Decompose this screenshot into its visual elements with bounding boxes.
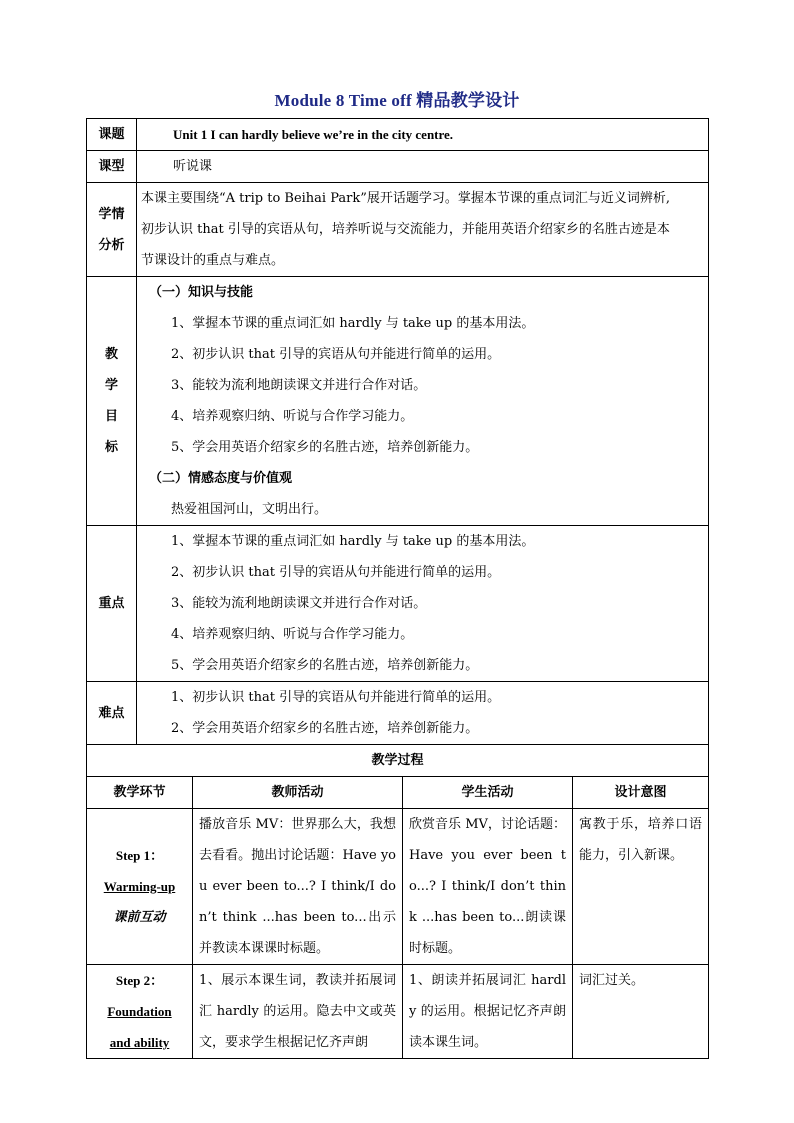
difficulties-row: [87, 682, 709, 745]
lesson-type-value: 听说课: [137, 151, 709, 183]
step-2-stage: [87, 965, 193, 1059]
key-point-item: 3、能较为流利地朗读课文并进行合作对话。: [171, 596, 427, 611]
difficulty-item: 2、学会用英语介绍家乡的名胜古迹，培养创新能力。: [171, 721, 479, 736]
step-2-purpose: 词汇过关。: [573, 965, 709, 1059]
key-point-item: 4、培养观察归纳、听说与合作学习能力。: [171, 627, 414, 642]
analysis-label-bottom: 分析: [98, 237, 125, 253]
analysis-line: 初步认识 that 引导的宾语从句，培养听说与交流能力，并能用英语介绍家乡的名胜古迹是本: [141, 222, 670, 237]
difficulties-content: [137, 682, 709, 745]
objectives-row: [87, 277, 709, 526]
key-points-label: 重点: [87, 526, 137, 682]
objective-item: 1、掌握本节课的重点词汇如 hardly 与 take up 的基本用法。: [171, 316, 535, 331]
analysis-line: 节课设计的重点与难点。: [141, 253, 285, 268]
process-header-row: [87, 777, 709, 809]
analysis-line: 本课主要围绕“A trip to Beihai Park”展开话题学习。掌握本节课的重点词汇与近义词辨析,: [141, 191, 671, 206]
key-point-item: 5、学会用英语介绍家乡的名胜古迹，培养创新能力。: [171, 658, 479, 673]
analysis-row: [87, 183, 709, 277]
step-1-label: Step 1：: [115, 848, 164, 863]
objective-item: 2、初步认识 that 引导的宾语从句并能进行简单的运用。: [171, 347, 501, 362]
key-points-row: [87, 526, 709, 682]
step-2-en: Foundation: [107, 1004, 172, 1019]
step-1-teacher: 播放音乐 MV：世界那么大，我想去看看。抛出讨论话题：Have you ever been to...? I think/I don’t think ...has been to...出示并教读本课课时标题。: [193, 809, 403, 965]
process-step-row: [87, 965, 709, 1059]
col-header-purpose: 设计意图: [573, 777, 709, 809]
col-header-stage: 教学环节: [87, 777, 193, 809]
objectives-label-char: 学: [104, 378, 118, 393]
analysis-label: [87, 183, 137, 277]
page-title: Module 8 Time off 精品教学设计: [274, 91, 520, 110]
objective-item: 5、学会用英语介绍家乡的名胜古迹，培养创新能力。: [171, 440, 479, 455]
difficulties-label: 难点: [87, 682, 137, 745]
step-1-student: 欣赏音乐 MV，讨论话题：Have you ever been to...? I think/I don’t think ...has been to...朗读课时标题。: [403, 809, 573, 965]
attitude-text: 热爱祖国河山，文明出行。: [171, 502, 328, 517]
step-1-en: Warming-up: [103, 879, 176, 894]
objectives-label-char: 标: [104, 440, 118, 455]
lesson-type-row: [87, 151, 709, 183]
col-header-student: 学生活动: [403, 777, 573, 809]
step-1-cn: 课前互动: [113, 910, 166, 925]
step-2-label: Step 2：: [115, 973, 164, 988]
analysis-text: [137, 183, 709, 277]
objectives-section-attitude: （二）情感态度与价值观: [149, 471, 293, 486]
difficulty-item: 1、初步认识 that 引导的宾语从句并能进行简单的运用。: [171, 690, 501, 705]
step-1-purpose: 寓教于乐，培养口语能力，引入新课。: [573, 809, 709, 965]
key-points-content: [137, 526, 709, 682]
key-point-item: 1、掌握本节课的重点词汇如 hardly 与 take up 的基本用法。: [171, 534, 535, 549]
objectives-content: [137, 277, 709, 526]
process-step-row: [87, 809, 709, 965]
step-2-student: 1、朗读并拓展词汇 hardly 的运用。根据记忆齐声朗读本课生词。: [403, 965, 573, 1059]
objectives-label: [87, 277, 137, 526]
objectives-section-knowledge: （一）知识与技能: [149, 285, 254, 300]
process-heading-row: [87, 745, 709, 777]
analysis-label-top: 学情: [98, 206, 125, 222]
col-header-teacher: 教师活动: [193, 777, 403, 809]
objectives-label-char: 教: [104, 347, 118, 362]
objectives-label-char: 目: [104, 409, 118, 424]
process-heading: 教学过程: [87, 745, 709, 777]
lesson-plan-table: [86, 118, 709, 1059]
topic-row: [87, 119, 709, 151]
step-2-en2: and ability: [109, 1035, 170, 1050]
step-1-stage: [87, 809, 193, 965]
objective-item: 4、培养观察归纳、听说与合作学习能力。: [171, 409, 414, 424]
key-point-item: 2、初步认识 that 引导的宾语从句并能进行简单的运用。: [171, 565, 501, 580]
lesson-type-label: 课型: [87, 151, 137, 183]
objective-item: 3、能较为流利地朗读课文并进行合作对话。: [171, 378, 427, 393]
step-2-teacher: 1、展示本课生词，教读并拓展词汇 hardly 的运用。隐去中文或英文，要求学生根据记忆齐声朗: [193, 965, 403, 1059]
topic-value: Unit 1 I can hardly believe we’re in the city centre.: [137, 119, 709, 151]
topic-label: 课题: [87, 119, 137, 151]
